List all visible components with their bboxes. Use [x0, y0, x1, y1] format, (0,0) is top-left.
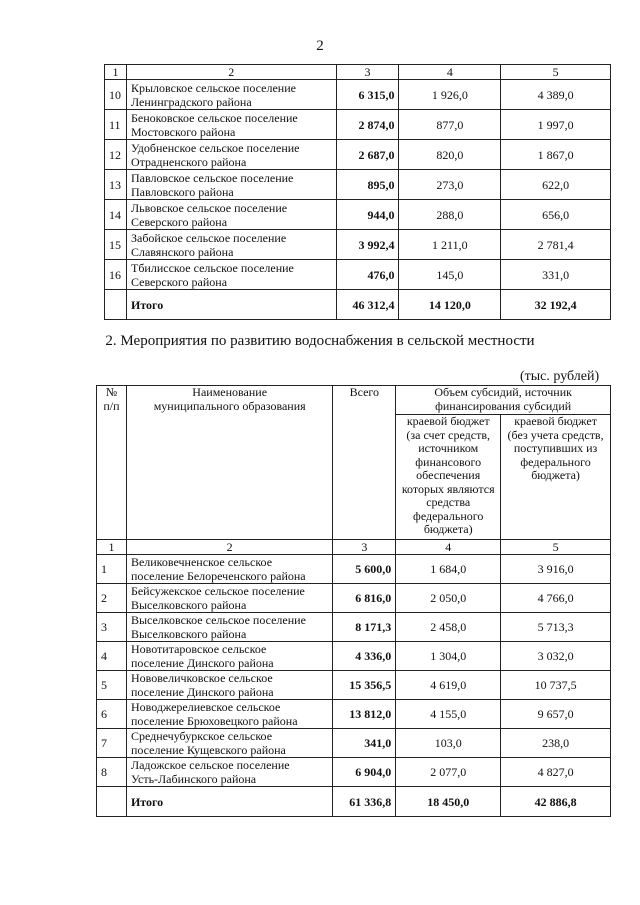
municipality-name-line: Нововеличковское сельское	[130, 671, 273, 685]
column-number: 3	[333, 540, 396, 555]
regional-value: 3 916,0	[501, 555, 611, 584]
regional-value: 2 781,4	[501, 230, 611, 260]
municipality-name	[126, 642, 332, 671]
column-number-row	[105, 65, 611, 80]
row-number: 13	[105, 170, 127, 200]
regional-value: 238,0	[501, 729, 611, 758]
regional-value: 5 713,3	[501, 613, 611, 642]
column-number: 1	[97, 540, 127, 555]
table-row	[97, 700, 611, 729]
municipality-name	[126, 260, 336, 290]
row-number: 3	[97, 613, 127, 642]
municipality-name-line: Выселковское сельское поселение	[130, 613, 306, 627]
header-total: Всего	[333, 386, 396, 540]
total-value: 6 315,0	[336, 80, 399, 110]
total-regional-federal: 14 120,0	[399, 290, 501, 320]
municipality-name-line: Удобненское сельское поселение	[130, 140, 300, 155]
table-row	[105, 200, 611, 230]
municipality-name-line: Павловского района	[130, 184, 234, 199]
table-row	[105, 170, 611, 200]
municipality-name-line: поселение Кущевского района	[130, 743, 286, 757]
municipality-name-line: Забойское сельское поселение	[130, 230, 287, 245]
row-number: 12	[105, 140, 127, 170]
table-row	[105, 110, 611, 140]
column-number: 4	[396, 540, 501, 555]
regional-federal-value: 273,0	[399, 170, 501, 200]
total-sum: 61 336,8	[333, 787, 396, 817]
regional-federal-value: 4 155,0	[396, 700, 501, 729]
municipality-name-line: Мостовского района	[130, 124, 236, 139]
units-label: (тыс. рублей)	[520, 369, 600, 384]
municipality-name	[126, 230, 336, 260]
municipality-name	[126, 758, 332, 787]
municipality-name-line: Выселковского района	[130, 598, 247, 612]
regional-federal-value: 1 926,0	[399, 80, 501, 110]
municipality-name-line: поселение Динского района	[130, 656, 274, 670]
row-number: 4	[97, 642, 127, 671]
total-value: 2 687,0	[336, 140, 399, 170]
regional-federal-value: 1 304,0	[396, 642, 501, 671]
header-sub-a: краевой бюджет (за счет средств, источником финансового обеспечения которых являются средства федерального бюджета)	[396, 415, 501, 540]
municipality-name-line: Львовское сельское поселение	[130, 200, 288, 215]
total-empty-cell	[97, 787, 127, 817]
regional-federal-value: 4 619,0	[396, 671, 501, 700]
table-row	[97, 758, 611, 787]
municipality-name	[126, 200, 336, 230]
total-row	[97, 787, 611, 817]
row-number: 6	[97, 700, 127, 729]
header-sub-b: краевой бюджет (без учета средств, поступивших из федерального бюджета)	[501, 415, 611, 540]
column-number: 2	[126, 65, 336, 80]
header-name: Наименование муниципального образования	[126, 386, 332, 540]
municipality-name-line: поселение Белореченского района	[130, 569, 306, 583]
total-regional: 32 192,4	[501, 290, 611, 320]
row-number: 11	[105, 110, 127, 140]
municipality-name-line: Выселковского района	[130, 627, 247, 641]
column-number: 5	[501, 540, 611, 555]
total-value: 944,0	[336, 200, 399, 230]
regional-value: 4 766,0	[501, 584, 611, 613]
row-number: 14	[105, 200, 127, 230]
row-number: 10	[105, 80, 127, 110]
header-num: № п/п	[97, 386, 127, 540]
page-number: 2	[316, 38, 324, 54]
municipality-name	[126, 140, 336, 170]
regional-federal-value: 2 050,0	[396, 584, 501, 613]
municipality-name-line: поселение Динского района	[130, 685, 274, 699]
regional-value: 4 827,0	[501, 758, 611, 787]
municipality-name	[126, 671, 332, 700]
total-value: 6 816,0	[333, 584, 396, 613]
regional-federal-value: 1 684,0	[396, 555, 501, 584]
municipality-name-line: Тбилисское сельское поселение	[130, 260, 294, 275]
water-supply-table	[96, 385, 611, 817]
table-row	[97, 613, 611, 642]
municipality-name-line: поселение Брюховецкого района	[130, 714, 298, 728]
row-number: 7	[97, 729, 127, 758]
table-row	[105, 230, 611, 260]
municipality-name	[126, 555, 332, 584]
total-value: 13 812,0	[333, 700, 396, 729]
municipality-name-line: Среднечубуркское сельское	[130, 729, 273, 743]
regional-value: 331,0	[501, 260, 611, 290]
regional-value: 1 997,0	[501, 110, 611, 140]
regional-value: 10 737,5	[501, 671, 611, 700]
total-regional-federal: 18 450,0	[396, 787, 501, 817]
column-number: 3	[336, 65, 399, 80]
regional-value: 9 657,0	[501, 700, 611, 729]
total-value: 341,0	[333, 729, 396, 758]
section-title: 2. Мероприятия по развитию водоснабжения в сельской местности	[105, 333, 535, 349]
header-group: Объем субсидий, источник финансирования субсидий	[396, 386, 611, 415]
regional-federal-value: 1 211,0	[399, 230, 501, 260]
table-row	[97, 555, 611, 584]
row-number: 5	[97, 671, 127, 700]
municipality-name	[126, 110, 336, 140]
municipality-name-line: Северского района	[130, 214, 228, 229]
municipality-name-line: Павловское сельское поселение	[130, 170, 294, 185]
total-value: 5 600,0	[333, 555, 396, 584]
table-row	[97, 729, 611, 758]
column-number: 5	[501, 65, 611, 80]
table-row	[97, 642, 611, 671]
municipality-name-line: Ленинградского района	[130, 94, 252, 109]
municipality-name	[126, 729, 332, 758]
total-label: Итого	[126, 787, 332, 817]
table-row	[105, 260, 611, 290]
municipality-name-line: Крыловское сельское поселение	[130, 80, 296, 95]
table-row	[105, 140, 611, 170]
total-value: 476,0	[336, 260, 399, 290]
regional-federal-value: 2 077,0	[396, 758, 501, 787]
row-number: 16	[105, 260, 127, 290]
municipality-name-line: Ладожское сельское поселение	[130, 758, 290, 772]
regional-federal-value: 2 458,0	[396, 613, 501, 642]
municipality-name	[126, 584, 332, 613]
municipality-name	[126, 80, 336, 110]
regional-value: 656,0	[501, 200, 611, 230]
total-label: Итого	[126, 290, 336, 320]
municipality-name	[126, 613, 332, 642]
municipality-name	[126, 700, 332, 729]
municipality-name-line: Великовечненское сельское	[130, 555, 273, 569]
table-row	[97, 671, 611, 700]
municipality-name-line: Отрадненского района	[130, 154, 247, 169]
municipality-name-line: Северского района	[130, 274, 228, 289]
table-row	[105, 80, 611, 110]
regional-federal-value: 820,0	[399, 140, 501, 170]
subsidy-table-continued	[104, 64, 611, 320]
total-regional: 42 886,8	[501, 787, 611, 817]
regional-value: 3 032,0	[501, 642, 611, 671]
municipality-name-line: Беноковское сельское поселение	[130, 110, 298, 125]
total-value: 2 874,0	[336, 110, 399, 140]
table-row	[97, 584, 611, 613]
municipality-name-line: Славянского района	[130, 244, 234, 259]
regional-value: 622,0	[501, 170, 611, 200]
column-number: 1	[105, 65, 127, 80]
regional-federal-value: 877,0	[399, 110, 501, 140]
municipality-name-line: Усть-Лабинского района	[130, 772, 257, 786]
municipality-name-line: Новотитаровское сельское	[130, 642, 267, 656]
total-empty-cell	[105, 290, 127, 320]
table-header-row	[97, 386, 611, 415]
regional-federal-value: 145,0	[399, 260, 501, 290]
municipality-name-line: Бейсужекское сельское поселение	[130, 584, 305, 598]
municipality-name	[126, 170, 336, 200]
total-value: 8 171,3	[333, 613, 396, 642]
row-number: 2	[97, 584, 127, 613]
row-number: 1	[97, 555, 127, 584]
regional-value: 1 867,0	[501, 140, 611, 170]
total-row	[105, 290, 611, 320]
total-value: 6 904,0	[333, 758, 396, 787]
regional-value: 4 389,0	[501, 80, 611, 110]
column-number: 4	[399, 65, 501, 80]
regional-federal-value: 103,0	[396, 729, 501, 758]
regional-federal-value: 288,0	[399, 200, 501, 230]
total-value: 15 356,5	[333, 671, 396, 700]
total-value: 3 992,4	[336, 230, 399, 260]
row-number: 15	[105, 230, 127, 260]
total-sum: 46 312,4	[336, 290, 399, 320]
row-number: 8	[97, 758, 127, 787]
column-number-row	[97, 540, 611, 555]
column-number: 2	[126, 540, 332, 555]
total-value: 4 336,0	[333, 642, 396, 671]
municipality-name-line: Новоджерелиевское сельское	[130, 700, 281, 714]
total-value: 895,0	[336, 170, 399, 200]
